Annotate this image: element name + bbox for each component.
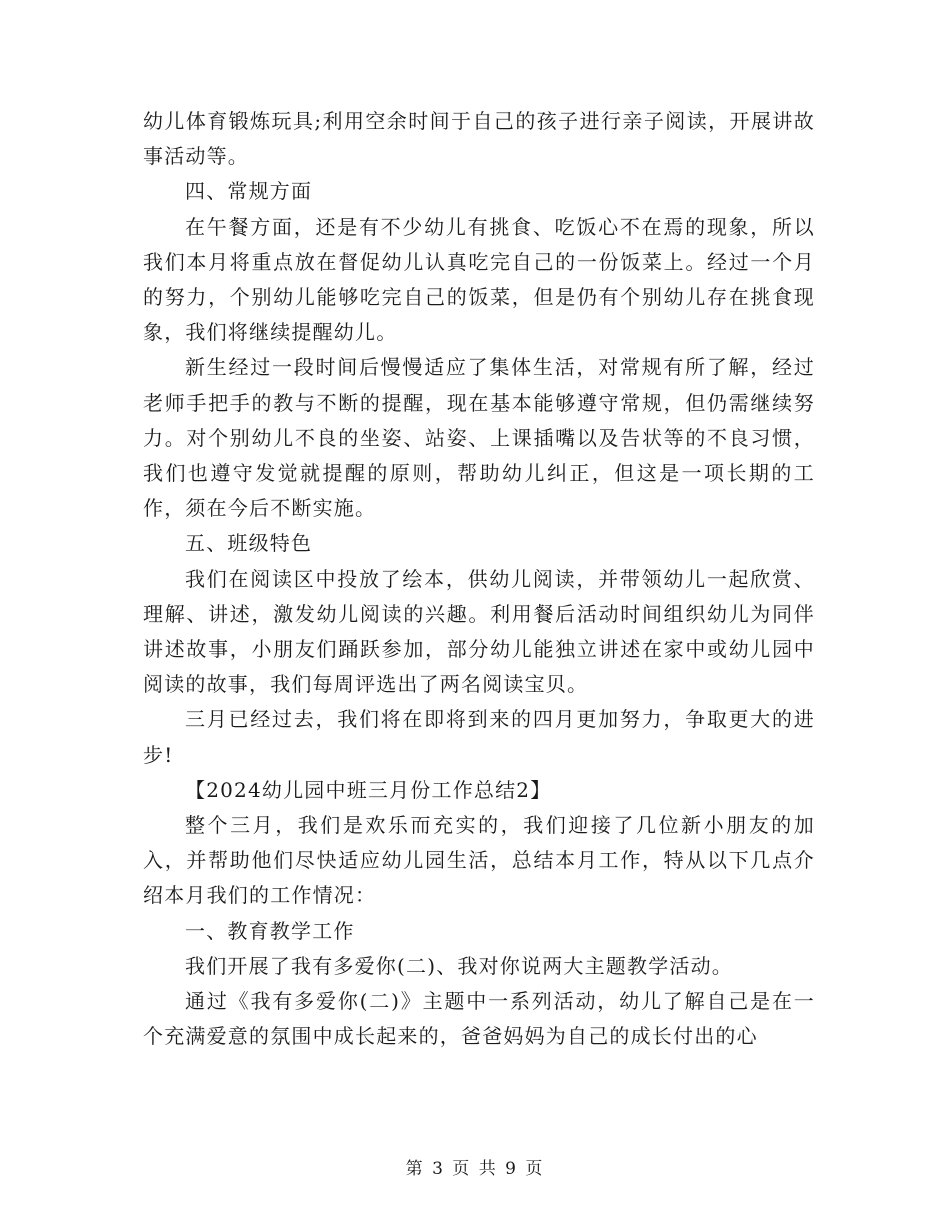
section-heading-teaching: 一、教育教学工作 — [185, 918, 355, 943]
page-number-footer: 第 3 页 共 9 页 — [405, 1159, 545, 1179]
section-heading-class-feature: 五、班级特色 — [185, 531, 313, 556]
paragraph-theme-activities: 通过《我有多爱你(二)》主题中一系列活动，幼儿了解自己是在一个充满爱意的氛围中成长起来的，爸爸妈妈为自己的成长付出的心 — [143, 989, 815, 1049]
paragraph-themes: 我们开展了我有多爱你(二)、我对你说两大主题教学活动。 — [185, 953, 734, 978]
paragraph-lunch: 在午餐方面，还是有不少幼儿有挑食、吃饭心不在焉的现象，所以我们本月将重点放在督促幼儿认真吃完自己的一份饭菜上。经过一个月的努力，个别幼儿能够吃完自己的饭菜，但是仍有个别幼儿存在挑食现象，我们将继续提醒幼儿。 — [143, 214, 815, 345]
document-body — [143, 104, 815, 1054]
paragraph-reading-area: 我们在阅读区中投放了绘本，供幼儿阅读，并带领幼儿一起欣赏、理解、讲述，激发幼儿阅读的兴趣。利用餐后活动时间组织幼儿为同伴讲述故事，小朋友们踊跃参加，部分幼儿能独立讲述在家中或幼儿园中阅读的故事，我们每周评选出了两名阅读宝贝。 — [143, 566, 815, 697]
paragraph-conclusion: 三月已经过去，我们将在即将到来的四月更加努力，争取更大的进步! — [143, 707, 815, 767]
paragraph-continuation: 幼儿体育锻炼玩具;利用空余时间于自己的孩子进行亲子阅读，开展讲故事活动等。 — [143, 109, 815, 169]
section-heading-routine: 四、常规方面 — [185, 179, 313, 204]
paragraph-new-students: 新生经过一段时间后慢慢适应了集体生活，对常规有所了解，经过老师手把手的教与不断的提醒，现在基本能够遵守常规，但仍需继续努力。对个别幼儿不良的坐姿、站姿、上课插嘴以及告状等的不良习惯，我们也遵守发觉就提醒的原则，帮助幼儿纠正，但这是一项长期的工作，须在今后不断实施。 — [143, 355, 815, 521]
article-title-2: 【2024幼儿园中班三月份工作总结2】 — [185, 777, 552, 802]
paragraph-intro-2: 整个三月，我们是欢乐而充实的，我们迎接了几位新小朋友的加入，并帮助他们尽快适应幼儿园生活，总结本月工作，特从以下几点介绍本月我们的工作情况： — [143, 813, 815, 908]
